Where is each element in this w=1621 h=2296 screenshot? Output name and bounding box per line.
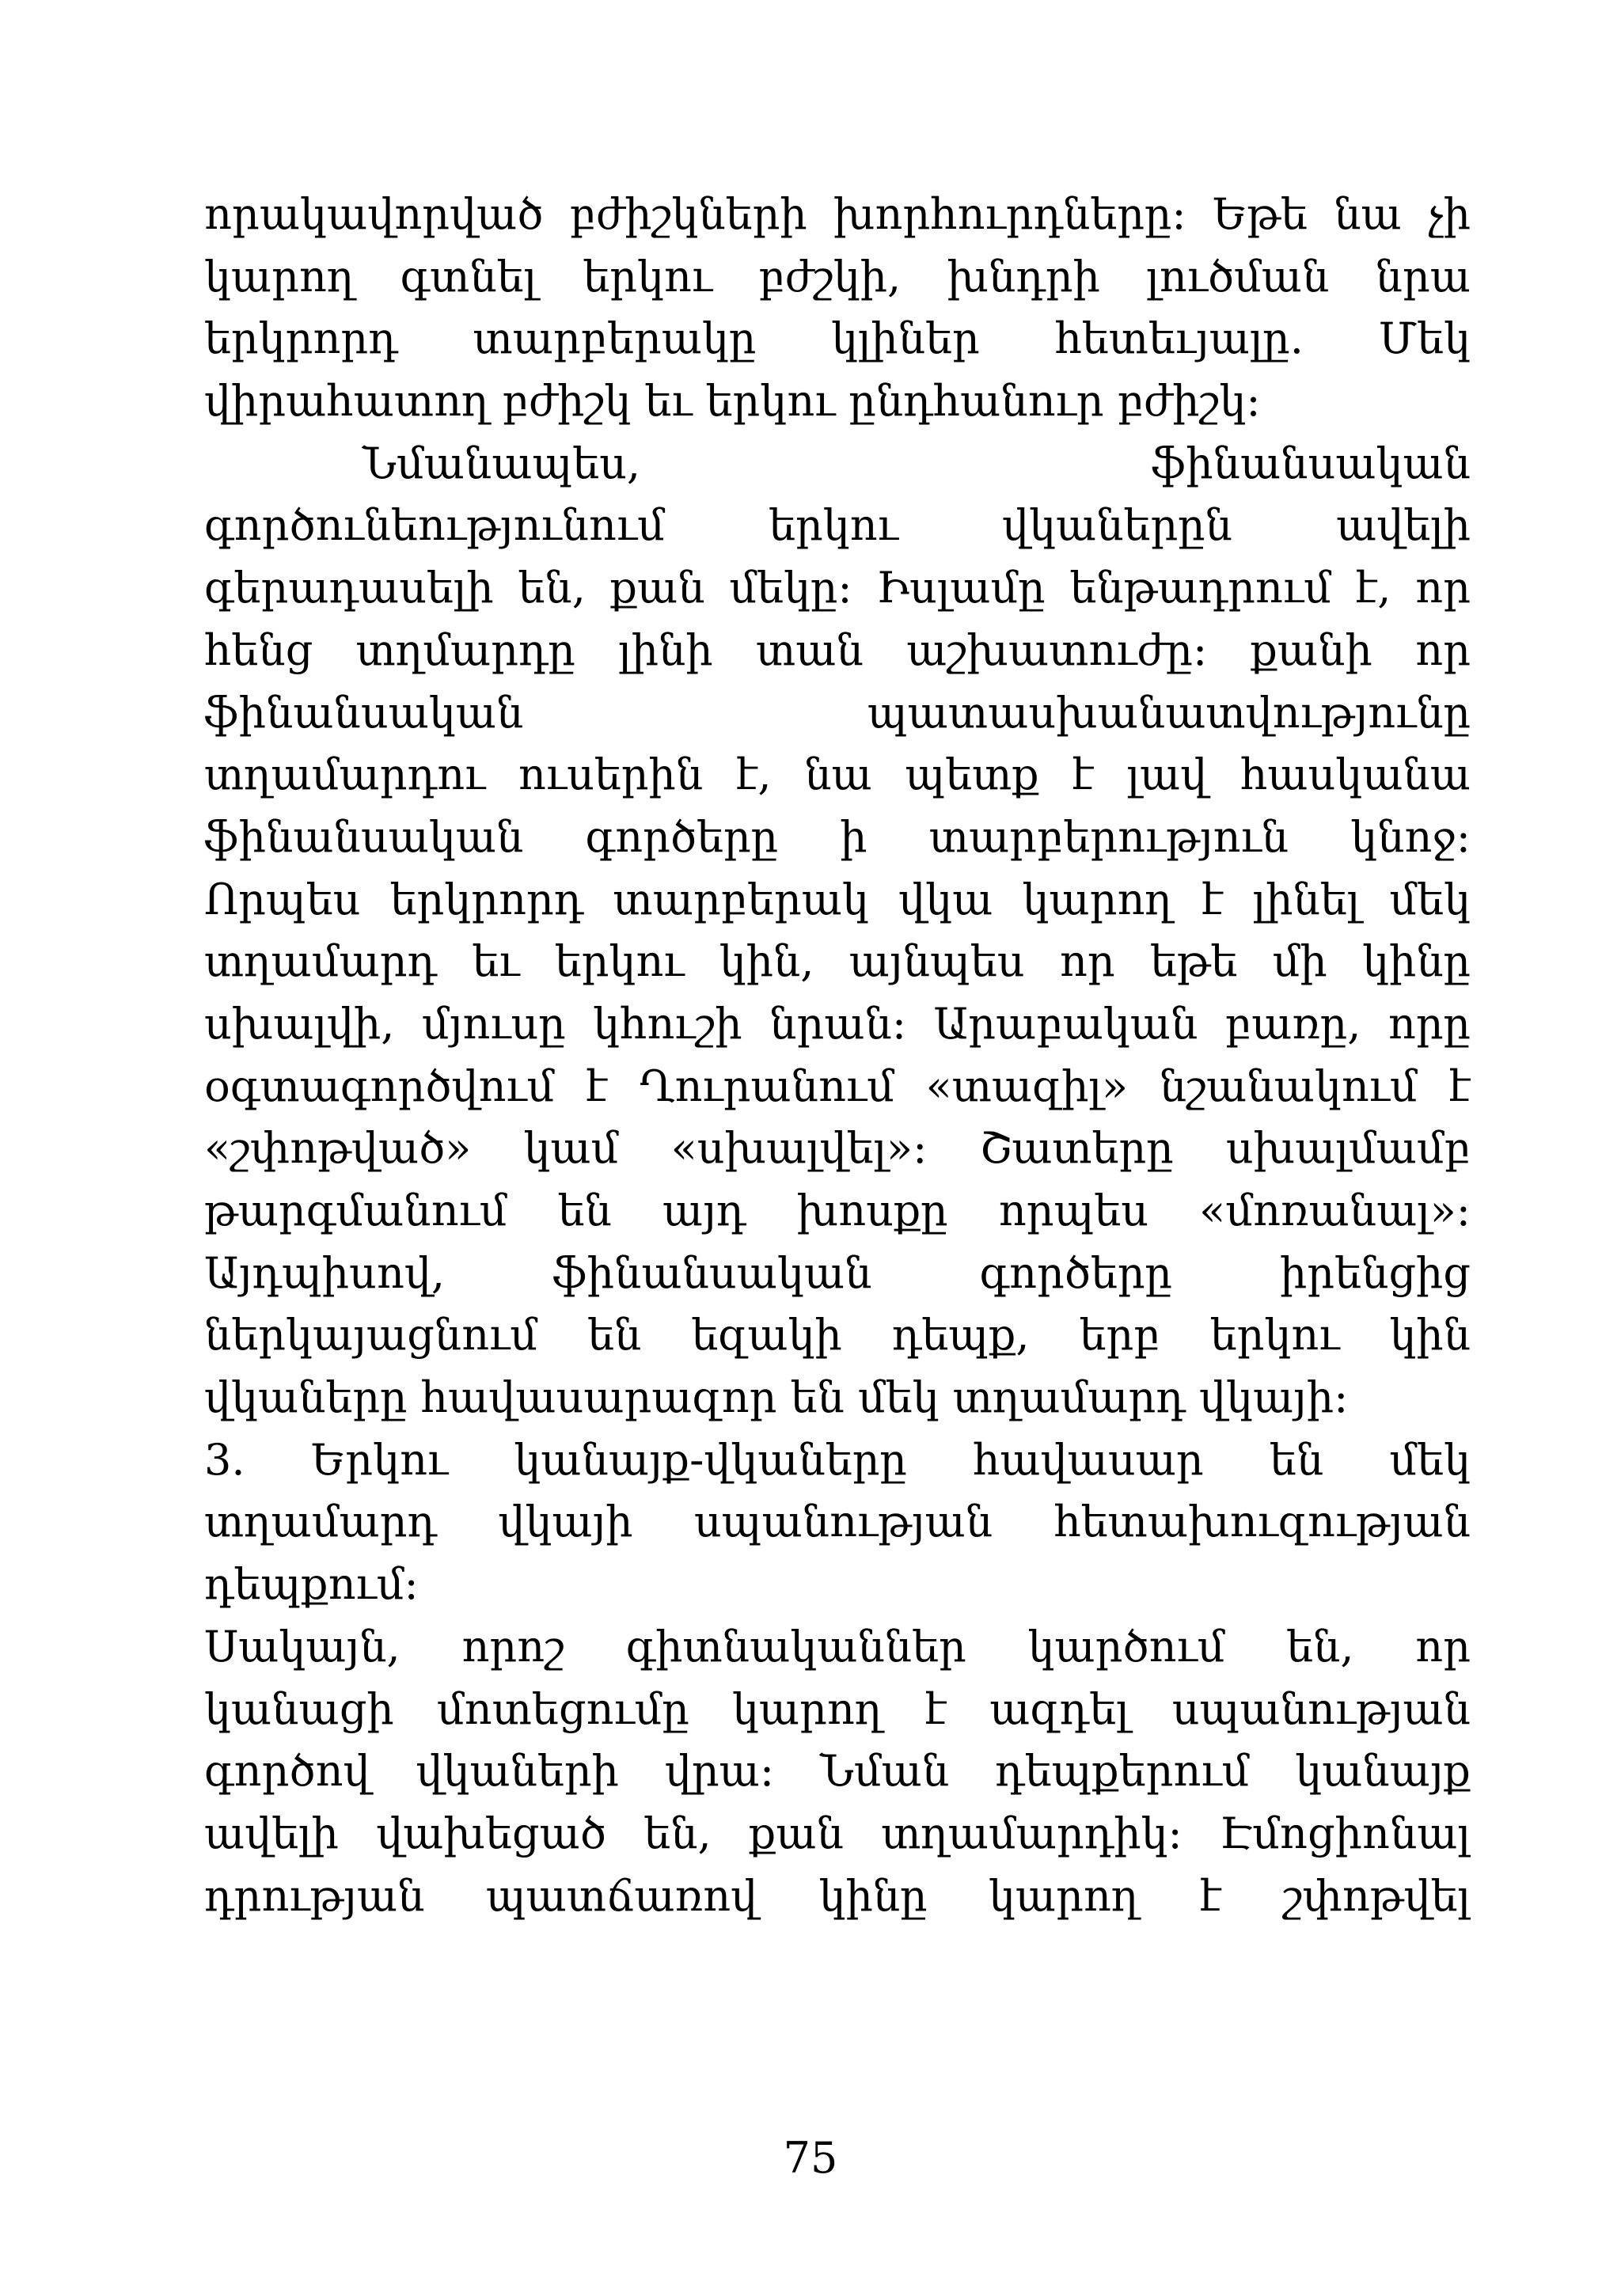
page-number: 75 [783, 2133, 838, 2183]
text-line: ներկայացնում են եզակի դեպք, երբ երկու կին [204, 1310, 1471, 1361]
body-text [204, 184, 1471, 1927]
text-line: թարգմանում են այդ խոսքը որպես «մոռանալ»: [204, 1186, 1471, 1235]
text-line: գերադասելի են, քան մեկը: Իսլամը ենթադրում է, որ [204, 563, 1471, 613]
text-line: տղամարդ եւ երկու կին, այնպես որ եթե մի կինը [204, 936, 1471, 987]
text-line: ֆինանսական պատասխանատվությունը [204, 687, 1471, 738]
text-line: դեպքում: [204, 1559, 419, 1610]
text-line: տղամարդու ուսերին է, նա պետք է լավ հասկանա [204, 750, 1471, 800]
text-line: վկաները հավասարազոր են մեկ տղամարդ վկայի: [204, 1372, 1349, 1423]
text-line: դրության պատճառով կինը կարող է շփոթվել [204, 1870, 1471, 1921]
text-line: հենց տղմարդը լինի տան աշխատուժը: քանի որ [204, 624, 1471, 675]
text-line: տղամարդ վկայի սպանության հետախուզության [204, 1497, 1471, 1547]
text-line: երկրորդ տարբերակը կլիներ հետեւյալը. Մեկ [204, 313, 1471, 364]
text-line: ավելի վախեցած են, քան տղամարդիկ: Էմոցիոնալ [204, 1808, 1471, 1858]
text-line: սխալվի, մյուսը կհուշի նրան: Արաբական բառը, որը [204, 998, 1471, 1049]
text-line: Այդպիսով, ֆինանսական գործերը իրենցից [204, 1247, 1471, 1298]
text-line: Որպես երկրորդ տարբերակ վկա կարող է լինել մեկ [204, 874, 1471, 924]
text-line: կարող գտնել երկու բժշկի, խնդրի լուծման նրա [204, 251, 1471, 302]
text-line: կանացի մոտեցումը կարող է ազդել սպանության [204, 1683, 1471, 1734]
text-line: որակավորված բժիշկների խորհուրդները: Եթե նա չի [204, 189, 1471, 239]
text-line: Նմանապես, ֆինանսական [363, 438, 1471, 488]
text-line: վիրահատող բժիշկ եւ երկու ընդհանուր բժիշկ: [204, 376, 1261, 427]
text-line: ֆինանսական գործերը ի տարբերություն կնոջ: [204, 811, 1471, 862]
text-line: գործով վկաների վրա: Նման դեպքերում կանայք [204, 1746, 1471, 1797]
text-line: օգտագործվում է Ղուրանում «տազիլ» նշանակում է [204, 1061, 1471, 1111]
text-line: գործունեությունում երկու վկաներըն ավելի [204, 500, 1471, 551]
text-line: Սակայն, որոշ գիտնականներ կարծում են, որ [204, 1621, 1471, 1672]
text-line: «շփոթված» կամ «սխալվել»: Շատերը սխալմամբ [204, 1123, 1471, 1174]
text-line: 3. Երկու կանայք-վկաները հավասար են մեկ [204, 1434, 1471, 1485]
